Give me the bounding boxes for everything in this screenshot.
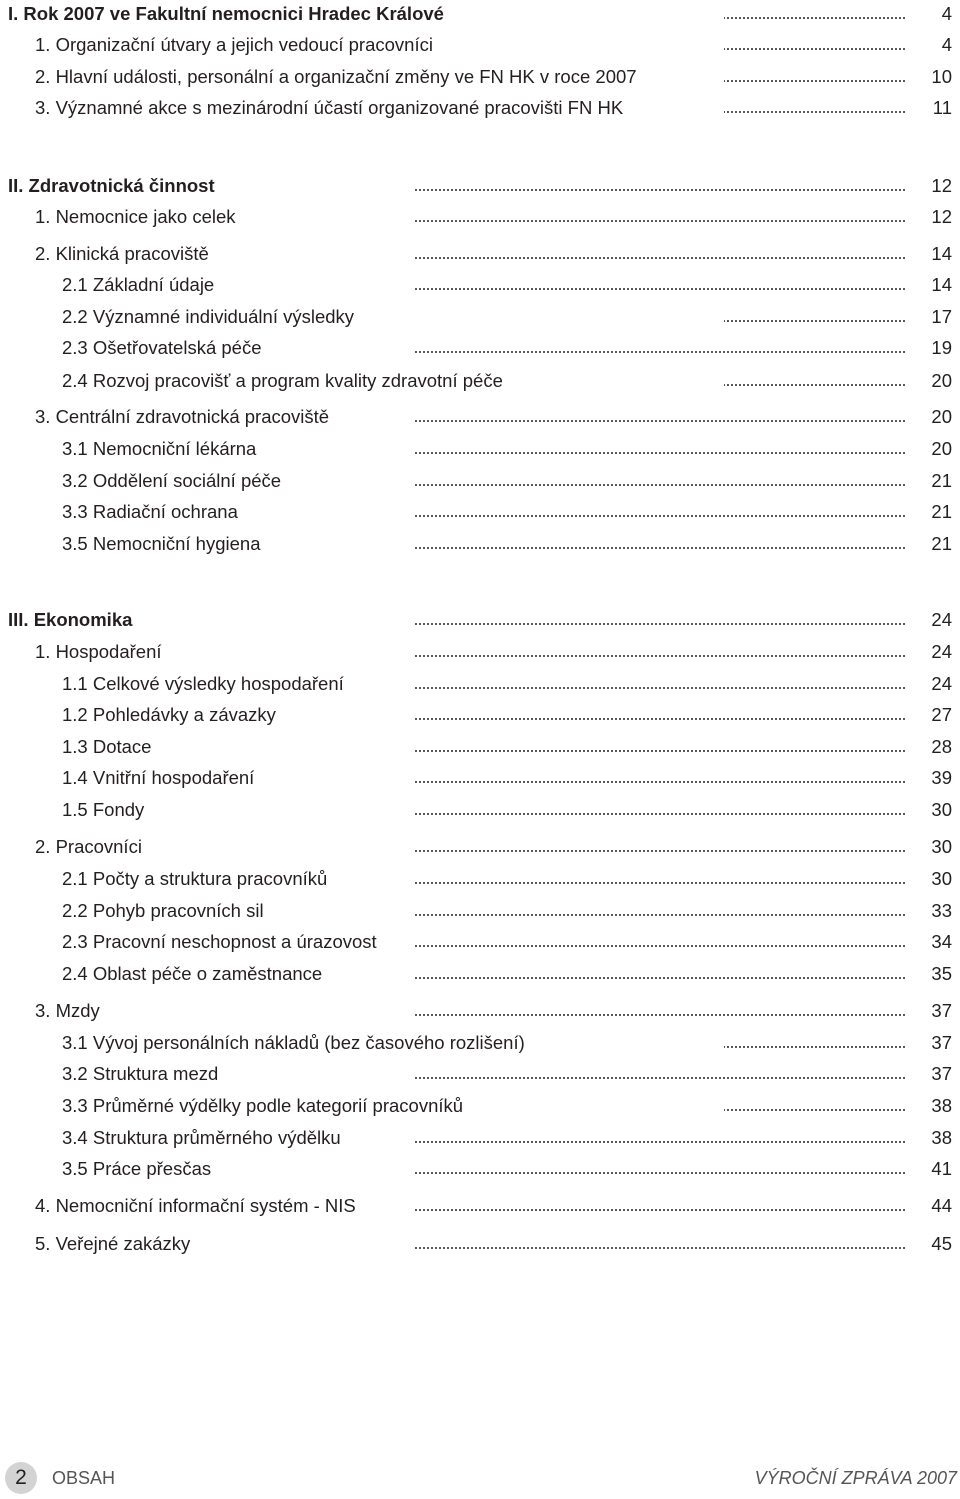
toc-entry-page-number: 20	[931, 406, 952, 427]
toc-entry-title: I. Rok 2007 ve Fakultní nemocnici Hradec Králové	[8, 3, 444, 24]
toc-entry	[0, 670, 960, 698]
toc-entry-page-number: 44	[931, 1195, 952, 1216]
dot-leader	[413, 850, 906, 852]
dot-leader	[413, 1141, 906, 1143]
dot-leader	[413, 288, 906, 290]
dot-leader	[413, 420, 906, 422]
toc-entry-title: 1. Hospodaření	[35, 641, 162, 662]
toc-entry	[0, 606, 960, 634]
toc-entry-title: III. Ekonomika	[8, 609, 133, 630]
toc-entry	[0, 1029, 960, 1057]
toc-entry	[0, 94, 960, 122]
dot-leader	[413, 914, 906, 916]
toc-entry	[0, 240, 960, 268]
dot-leader	[413, 547, 906, 549]
dot-leader	[413, 484, 906, 486]
toc-entry-page-number: 24	[931, 673, 952, 694]
toc-entry	[0, 498, 960, 526]
toc-entry	[0, 796, 960, 824]
toc-entry	[0, 435, 960, 463]
toc-entry	[0, 1092, 960, 1120]
toc-entry-page-number: 39	[931, 767, 952, 788]
toc-entry-page-number: 21	[931, 501, 952, 522]
dot-leader	[413, 977, 906, 979]
toc-entry-page-number: 10	[931, 66, 952, 87]
toc-entry	[0, 1230, 960, 1258]
toc-entry-page-number: 19	[931, 337, 952, 358]
toc-entry-title: 3.3 Průměrné výdělky podle kategorií pracovníků	[62, 1095, 464, 1116]
toc-entry-page-number: 27	[931, 704, 952, 725]
toc-entry	[0, 928, 960, 956]
toc-entry-title: 3.1 Vývoj personálních nákladů (bez časového rozlišení)	[62, 1032, 525, 1053]
toc-entry-title: 2. Hlavní události, personální a organizační změny ve FN HK v roce 2007	[35, 66, 637, 87]
toc-entry	[0, 1155, 960, 1183]
toc-entry	[0, 31, 960, 59]
toc-entry	[0, 0, 960, 28]
toc-entry-title: 2. Pracovníci	[35, 836, 142, 857]
toc-entry-title: 3.5 Nemocniční hygiena	[62, 533, 261, 554]
toc-entry	[0, 1192, 960, 1220]
toc-entry	[0, 1124, 960, 1152]
toc-entry-title: 1.3 Dotace	[62, 736, 152, 757]
dot-leader	[724, 1046, 906, 1048]
dot-leader	[413, 882, 906, 884]
toc-entry-title: 3.4 Struktura průměrného výdělku	[62, 1127, 341, 1148]
toc-entry	[0, 1060, 960, 1088]
dot-leader	[413, 718, 906, 720]
toc-entry-page-number: 38	[931, 1127, 952, 1148]
dot-leader	[413, 623, 906, 625]
toc-entry	[0, 271, 960, 299]
toc-entry	[0, 63, 960, 91]
toc-entry-title: 2.2 Významné individuální výsledky	[62, 306, 355, 327]
toc-entry-page-number: 37	[931, 1000, 952, 1021]
toc-entry-page-number: 30	[931, 868, 952, 889]
toc-entry	[0, 530, 960, 558]
toc-entry-page-number: 35	[931, 963, 952, 984]
toc-entry-title: 1.4 Vnitřní hospodaření	[62, 767, 255, 788]
dot-leader	[413, 1172, 906, 1174]
dot-leader	[413, 452, 906, 454]
toc-entry	[0, 203, 960, 231]
toc-entry-title: 4. Nemocniční informační systém - NIS	[35, 1195, 356, 1216]
dot-leader	[413, 515, 906, 517]
dot-leader	[413, 655, 906, 657]
toc-entry-title: 2. Klinická pracoviště	[35, 243, 209, 264]
dot-leader	[413, 1247, 906, 1249]
toc-entry-page-number: 30	[931, 836, 952, 857]
toc-entry-title: II. Zdravotnická činnost	[8, 175, 215, 196]
toc-entry-title: 3. Mzdy	[35, 1000, 100, 1021]
toc-entry	[0, 865, 960, 893]
toc-entry-title: 2.4 Oblast péče o zaměstnance	[62, 963, 323, 984]
toc-entry-title: 3.5 Práce přesčas	[62, 1158, 212, 1179]
toc-entry	[0, 638, 960, 666]
toc-entry-page-number: 4	[941, 34, 952, 55]
toc-entry	[0, 303, 960, 331]
toc-entry-page-number: 30	[931, 799, 952, 820]
toc-entry	[0, 367, 960, 395]
toc-entry-page-number: 45	[931, 1233, 952, 1254]
toc-entry-title: 2.3 Pracovní neschopnost a úrazovost	[62, 931, 377, 952]
toc-entry-page-number: 38	[931, 1095, 952, 1116]
dot-leader	[413, 781, 906, 783]
toc-entry-title: 1.1 Celkové výsledky hospodaření	[62, 673, 344, 694]
toc-entry-page-number: 20	[931, 370, 952, 391]
toc-entry-title: 2.1 Počty a struktura pracovníků	[62, 868, 328, 889]
toc-entry	[0, 467, 960, 495]
dot-leader	[413, 1209, 906, 1211]
dot-leader	[724, 17, 906, 19]
toc-entry-page-number: 14	[931, 243, 952, 264]
toc-entry-page-number: 41	[931, 1158, 952, 1179]
dot-leader	[413, 189, 906, 191]
toc-entry-title: 3. Významné akce s mezinárodní účastí organizované pracovišti FN HK	[35, 97, 624, 118]
dot-leader	[724, 320, 906, 322]
toc-entry	[0, 701, 960, 729]
toc-entry-title: 3.3 Radiační ochrana	[62, 501, 238, 522]
toc-entry	[0, 897, 960, 925]
dot-leader	[413, 351, 906, 353]
dot-leader	[413, 687, 906, 689]
toc-entry-page-number: 34	[931, 931, 952, 952]
report-title: VÝROČNÍ ZPRÁVA 2007	[754, 1468, 957, 1488]
toc-entry-title: 3.2 Struktura mezd	[62, 1063, 219, 1084]
toc-entry-title: 1. Organizační útvary a jejich vedoucí pracovníci	[35, 34, 433, 55]
page-number-badge: 2	[5, 1462, 37, 1494]
toc-entry	[0, 960, 960, 988]
toc-entry-title: 2.2 Pohyb pracovních sil	[62, 900, 264, 921]
dot-leader	[724, 80, 906, 82]
toc-entry-page-number: 4	[941, 3, 952, 24]
dot-leader	[413, 220, 906, 222]
toc-entry-title: 3. Centrální zdravotnická pracoviště	[35, 406, 330, 427]
toc-entry-page-number: 11	[932, 97, 952, 118]
toc-entry	[0, 334, 960, 362]
toc-entry-page-number: 12	[931, 175, 952, 196]
toc-entry-title: 1.2 Pohledávky a závazky	[62, 704, 276, 725]
toc-entry-page-number: 21	[931, 533, 952, 554]
toc-entry-page-number: 37	[931, 1032, 952, 1053]
dot-leader	[413, 813, 906, 815]
toc-entry-page-number: 20	[931, 438, 952, 459]
toc-entry-page-number: 24	[931, 609, 952, 630]
toc-entry	[0, 733, 960, 761]
toc-entry-title: 1. Nemocnice jako celek	[35, 206, 236, 227]
toc-entry-title: 5. Veřejné zakázky	[35, 1233, 191, 1254]
toc-entry-title: 3.2 Oddělení sociální péče	[62, 470, 282, 491]
toc-entry-page-number: 33	[931, 900, 952, 921]
toc-entry-page-number: 17	[931, 306, 952, 327]
toc-entry-title: 2.3 Ošetřovatelská péče	[62, 337, 262, 358]
toc-entry-title: 3.1 Nemocniční lékárna	[62, 438, 257, 459]
toc-entry	[0, 764, 960, 792]
toc-entry-page-number: 21	[931, 470, 952, 491]
section-name: OBSAH	[52, 1468, 116, 1488]
toc-entry	[0, 833, 960, 861]
dot-leader	[413, 945, 906, 947]
toc-entry-title: 1.5 Fondy	[62, 799, 145, 820]
toc-entry	[0, 997, 960, 1025]
dot-leader	[724, 48, 906, 50]
toc-entry-page-number: 14	[931, 274, 952, 295]
dot-leader	[724, 1109, 906, 1111]
toc-entry-title: 2.1 Základní údaje	[62, 274, 215, 295]
page-footer	[0, 1462, 960, 1499]
dot-leader	[413, 257, 906, 259]
dot-leader	[413, 1077, 906, 1079]
toc-entry	[0, 172, 960, 200]
toc-entry-page-number: 12	[931, 206, 952, 227]
dot-leader	[724, 384, 906, 386]
toc-entry-page-number: 24	[931, 641, 952, 662]
toc-entry	[0, 403, 960, 431]
toc-entry-page-number: 37	[931, 1063, 952, 1084]
dot-leader	[724, 111, 906, 113]
dot-leader	[413, 750, 906, 752]
dot-leader	[413, 1014, 906, 1016]
toc-entry-title: 2.4 Rozvoj pracovišť a program kvality zdravotní péče	[62, 370, 503, 391]
toc-entry-page-number: 28	[931, 736, 952, 757]
